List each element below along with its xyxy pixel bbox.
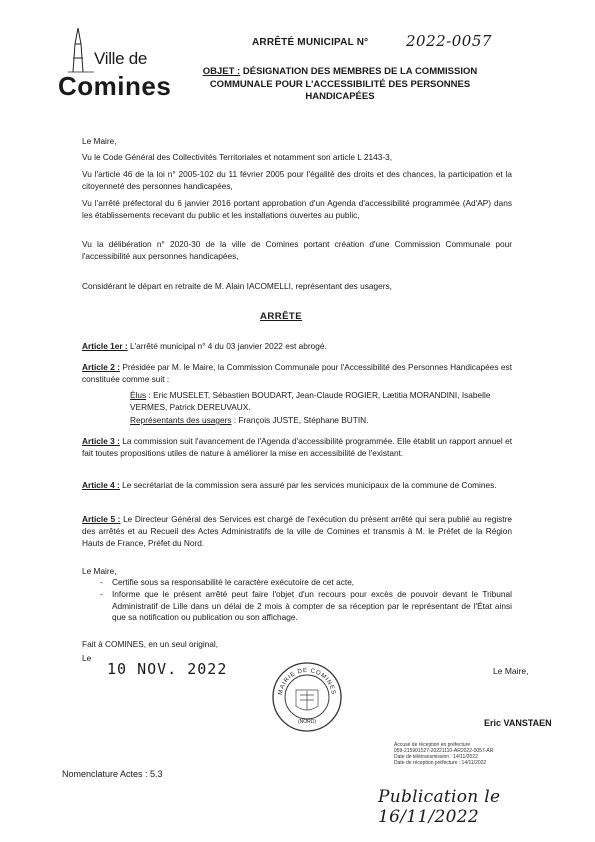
article-2-label: Article 2 :	[82, 362, 120, 372]
article-3	[82, 435, 512, 459]
vu-deliberation: Vu la délibération n° 2020-30 de la ville de Comines portant création d'une Commission Communale pour l'accessibilité aux personnes handicapées,	[82, 239, 512, 261]
article-4-text: Le secrétariat de la commission sera assuré par les services municipaux de la commune de Comines.	[122, 480, 497, 490]
prefecture-receipt	[394, 742, 514, 766]
receipt-line-2: 059-215901527-20221110-AR2022-0057-AR	[394, 748, 494, 754]
elus-list: : Eric MUSELET, Sébastien BOUDART, Jean-Claude ROGIER, Lætitia MORANDINI, Isabelle VERMES, Patrick DEREUVAUX.	[130, 390, 491, 412]
vu-arrete-prefectoral: Vu l'arrêté préfectoral du 6 janvier 2016 portant approbation d'un Agenda d'accessibilité programmée (Ad'AP) dans les établissements recevant du public et les installations ouvertes au public,	[82, 198, 512, 220]
article-2-text: Présidée par M. le Maire, la Commission Communale pour l'Accessibilité des Personnes Handicapées est constituée comme suit :	[82, 362, 513, 384]
article-4-label: Article 4 :	[82, 480, 120, 490]
objet-text: DÉSIGNATION DES MEMBRES DE LA COMMISSION COMMUNALE POUR L'ACCESSIBILITÉ DES PERSONNES HANDICAPÉES	[209, 66, 478, 102]
article-2-elus	[130, 390, 512, 413]
article-4	[82, 479, 512, 491]
nomenclature-actes: Nomenclature Actes : 5.3	[62, 769, 163, 779]
article-2-usagers	[130, 415, 512, 427]
vu-loi: Vu l'article 46 de la loi n° 2005-102 du 11 février 2005 pour l'égalité des droits et des chances, la participation et la citoyenneté des personnes handicapées,	[82, 169, 512, 191]
article-5-label: Article 5 :	[82, 514, 121, 524]
seal-bottom-text: (NORD)	[297, 719, 317, 725]
le-label: Le	[82, 653, 92, 663]
elus-label: Élus	[130, 390, 147, 400]
closing-bullet-2: Informe que le présent arrêté peut faire l'objet d'un recours pour excès de pouvoir devant le Tribunal Administratif de Lille dans un délai de 2 mois à compter de sa réception par le représentant de l'État ainsi que sa notification ou publication ou son affichage.	[112, 589, 512, 622]
article-1-label: Article 1er :	[82, 341, 128, 351]
article-1	[82, 340, 512, 352]
article-1-text: L'arrêté municipal n° 4 du 03 janvier 2022 est abrogé.	[129, 341, 327, 351]
bullet-dash-1: -	[100, 577, 103, 587]
fait-a: Fait à COMINES, en un seul original,	[82, 639, 219, 649]
signer-name: Eric VANSTAEN	[484, 718, 552, 728]
article-3-label: Article 3 :	[82, 436, 120, 446]
signer-label: Le Maire,	[493, 666, 529, 676]
considerant: Considérant le départ en retraite de M. Alain IACOMELLI, représentant des usagers,	[82, 281, 392, 291]
arrete-heading: ARRÊTE	[260, 311, 303, 322]
document-title: ARRÊTÉ MUNICIPAL N°	[252, 37, 369, 48]
maire-intro: Le Maire,	[82, 136, 117, 146]
logo-ville-text: Ville de	[94, 49, 148, 68]
closing-maire: Le Maire,	[82, 566, 117, 576]
receipt-line-3: Date de télétransmission : 14/11/2022	[394, 754, 478, 760]
objet-block	[180, 66, 500, 104]
usagers-list: : François JUSTE, Stéphane BUTIN.	[233, 415, 369, 425]
closing-bullet-1: Certifie sous sa responsabilité le caractère exécutoire de cet acte,	[112, 577, 355, 587]
arrete-number: 2022-0057	[406, 32, 492, 50]
receipt-line-4: Date de réception préfecture : 14/11/2022	[394, 760, 487, 766]
article-2	[82, 361, 512, 385]
publication-date: Publication le 16/11/2022	[378, 787, 501, 827]
article-5	[82, 513, 512, 549]
vu-cgct: Vu le Code Général des Collectivités Territoriales et notamment son article L 2143-3,	[82, 152, 393, 162]
date-stamp: 10 NOV. 2022	[107, 660, 228, 678]
article-5-text: Le Directeur Général des Services est chargé de l'exécution du présent arrêté qui sera publié au registre des arrêtés et au Recueil des Actes Administratifs de la ville de Comines et transmis à M. le Préfet de la Région Hauts de France, Préfet du Nord.	[82, 514, 512, 548]
bullet-dash-2: -	[100, 589, 103, 599]
mairie-seal-icon	[270, 660, 344, 734]
objet-label: OBJET :	[202, 66, 241, 77]
logo-comines-text: Comines	[58, 71, 172, 101]
usagers-label: Représentants des usagers	[130, 415, 232, 425]
article-3-text: La commission suit l'avancement de l'Agenda d'accessibilité programmée. Elle établit un rapport annuel et fait toutes propositions utiles de nature à améliorer la mise en accessibilité de l'existant.	[82, 436, 512, 458]
seal-text: MAIRIE DE COMINES	[277, 667, 336, 696]
receipt-line-1: Accusé de réception en préfecture	[394, 742, 471, 748]
